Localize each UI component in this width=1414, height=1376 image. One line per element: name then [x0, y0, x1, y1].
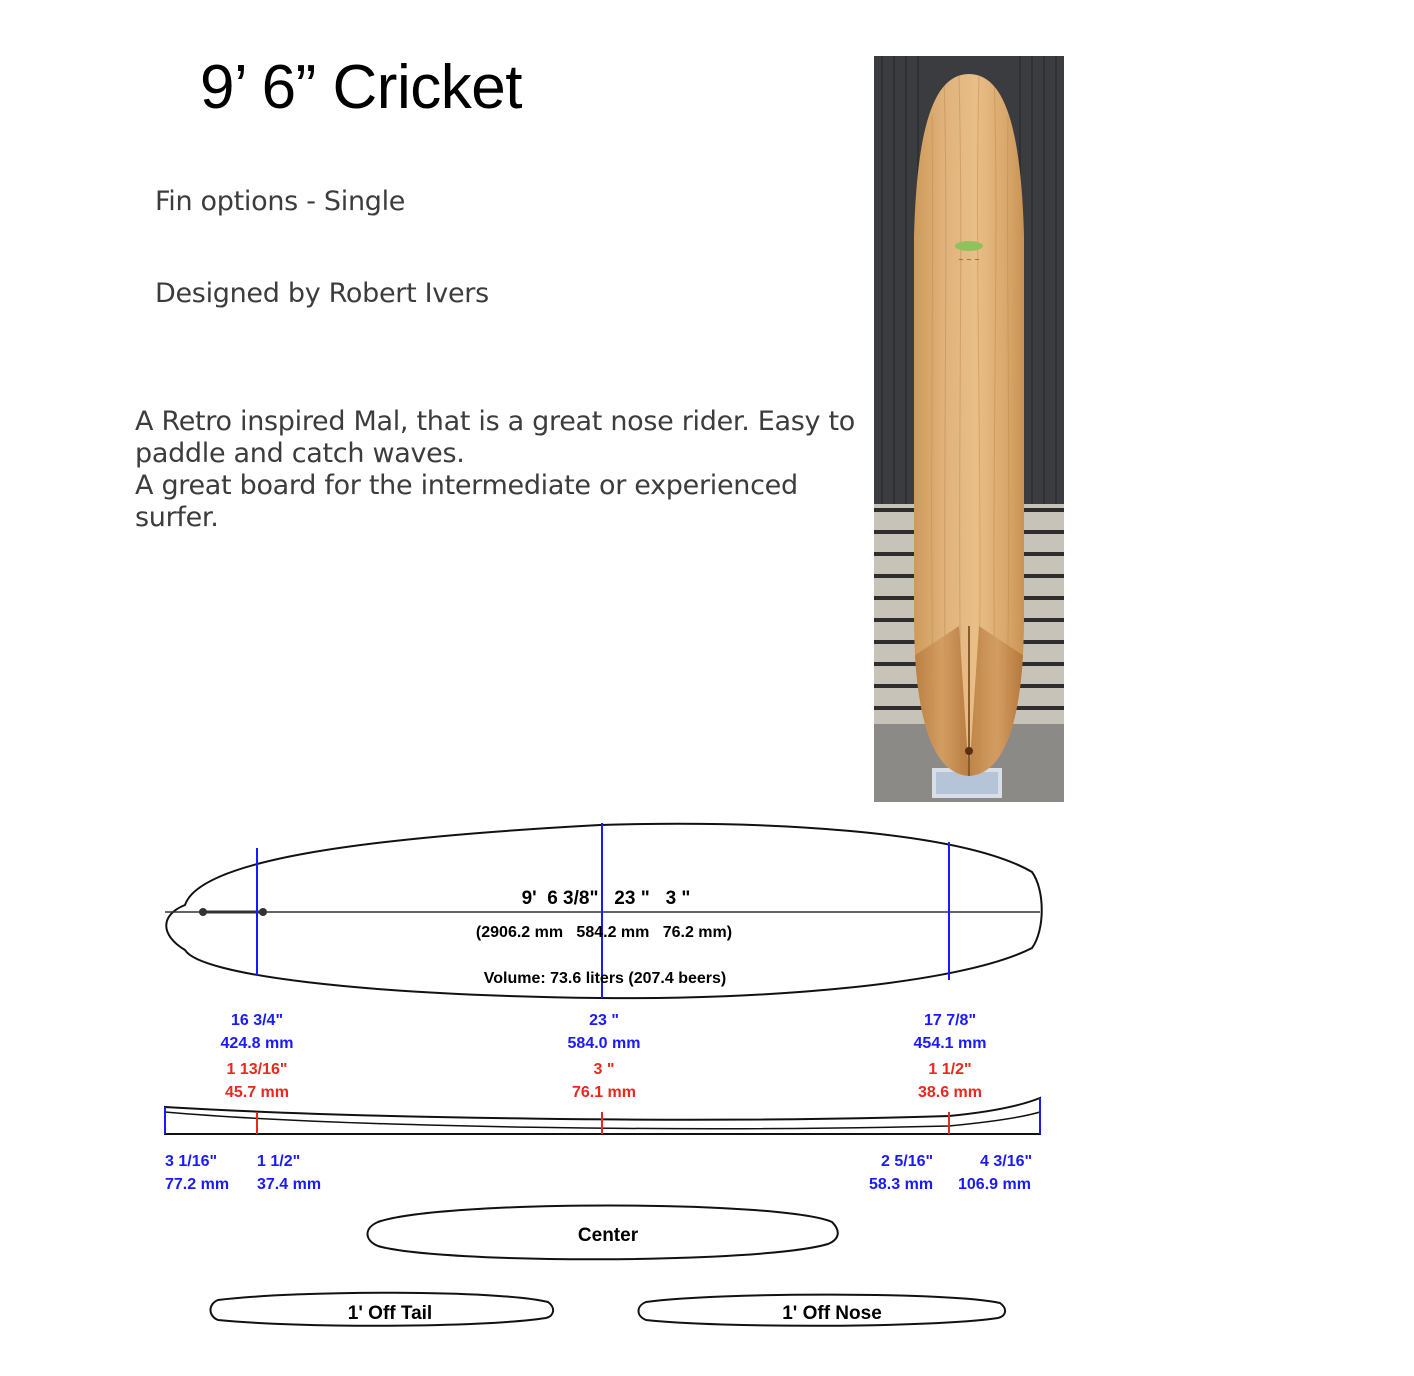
thickness-tail-in: 1 13/16" — [226, 1061, 288, 1078]
width-nose-in: 17 7/8" — [923, 1012, 977, 1029]
volume-label: Volume: 73.6 liters (207.4 beers) — [483, 970, 727, 987]
rocker-tail-1ft-mm: 37.4 mm — [257, 1176, 322, 1193]
width-nose-mm: 454.1 mm — [913, 1035, 987, 1052]
dims-metric: (2906.2 mm 584.2 mm 76.2 mm) — [475, 924, 733, 941]
width-tail-mm: 424.8 mm — [220, 1035, 294, 1052]
thickness-nose-in: 1 1/2" — [928, 1061, 972, 1078]
width-center-mm: 584.0 mm — [567, 1035, 641, 1052]
width-tail-in: 16 3/4" — [230, 1012, 284, 1029]
surfboard-photo — [874, 56, 1064, 802]
rocker-nose-1ft-mm: 58.3 mm — [869, 1176, 934, 1193]
off-nose-section-label: 1' Off Nose — [782, 1303, 882, 1324]
description-line-2: A great board for the intermediate or experienced surfer. — [135, 470, 798, 533]
board-title: 9’ 6” Cricket — [200, 53, 522, 122]
rocker-tail-1ft-in: 1 1/2" — [257, 1153, 301, 1170]
width-center-in: 23 " — [589, 1012, 619, 1029]
rocker-nose-mm: 106.9 mm — [958, 1176, 1031, 1193]
rocker-tail-mm: 77.2 mm — [165, 1176, 230, 1193]
designer-credit: Designed by Robert Ivers — [155, 278, 489, 309]
svg-text:~ ~ ~: ~ ~ ~ — [957, 256, 981, 264]
fin-options: Fin options - Single — [155, 186, 406, 217]
thickness-tail-mm: 45.7 mm — [224, 1084, 290, 1101]
thickness-center-mm: 76.1 mm — [571, 1084, 637, 1101]
rocker-nose-1ft-in: 2 5/16" — [881, 1153, 934, 1170]
board-description — [135, 406, 855, 534]
board-dimensions-diagram — [140, 815, 1070, 1340]
rocker-tail-in: 3 1/16" — [165, 1153, 218, 1170]
off-tail-section-label: 1' Off Tail — [347, 1303, 433, 1324]
rocker-nose-in: 4 3/16" — [980, 1153, 1033, 1170]
thickness-center-in: 3 " — [593, 1061, 615, 1078]
center-section-label: Center — [577, 1225, 639, 1246]
dims-imperial: 9' 6 3/8" 23 " 3 " — [521, 888, 691, 909]
thickness-nose-mm: 38.6 mm — [917, 1084, 983, 1101]
description-line-1: A Retro inspired Mal, that is a great nose rider. Easy to paddle and catch waves. — [135, 406, 856, 469]
